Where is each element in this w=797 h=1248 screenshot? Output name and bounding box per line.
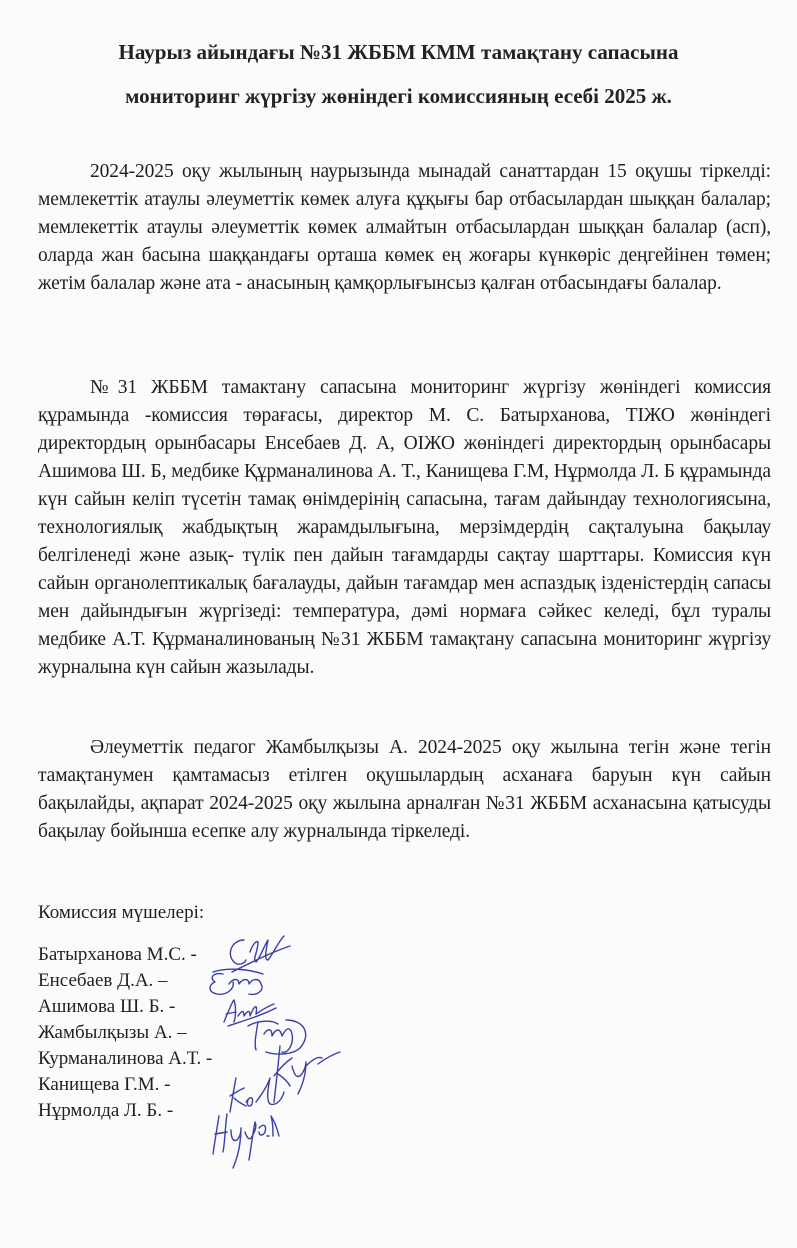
members-list [38, 942, 212, 1124]
signature-zhambylkyzy [238, 1014, 313, 1059]
paragraph-commission: №31 ЖББМ тамактану сапасына мониторинг жүргізу жөніндегі комиссия құрамында -комиссия төрағасы, директор М. С. Батырханова, ТІЖО жөніндегі директордың орынбасары Енсебаев Д. А, ОІЖО жөніндегі директордың орынбасары Ашимова Ш. Б, медбике Құрманалинова А. Т., Канищева Г.М, Нұрмолда Л. Б құрамында күн сайын келіп түсетін тамақ өнімдерінің сапасына, тағам дайындау технологиясына, технологиялық жабдықтың жарамдылығына, мерзімдердің сақталуына бақылау белгіленеді және азық- түлік пен дайын тағамдарды сақтау шарттары. Комиссия күн сайын органолептикалық бағалауды, дайын тағамдар мен аспаздық ізденістердің сапасы мен дайындығын жүргізеді: температура, дәмі нормаға сәйкес келеді, бұл туралы медбике А.Т. Құрманалинованың №31 ЖББМ тамақтану сапасына мониторинг жүргізу журналына күн сайын жазылады. [38, 377, 771, 678]
member-name: Ашимова Ш. Б. - [38, 996, 176, 1017]
member-name: Курманалинова А.Т. - [38, 1048, 213, 1069]
document-title [40, 30, 757, 118]
signature-nurmolda [205, 1108, 290, 1173]
signature-ashimova [218, 996, 278, 1028]
member-name: Канищева Г.М. - [38, 1074, 171, 1095]
member-name: Нұрмолда Л. Б. - [38, 1100, 174, 1121]
paragraph-social-pedagogue: Әлеуметтік педагог Жамбылқызы А. 2024-2025 оқу жылына тегін және тегін тамақтанумен қамтамасыз етілген оқушылардың асханаға баруын күн сайын бақылайды, ақпарат 2024-2025 оқу жылына арналған №31 ЖББМ асханасына қатысуды бақылау бойынша есепке алу журналында тіркеледі. [38, 737, 771, 842]
member-name: Жамбылқызы А. – [38, 1022, 187, 1043]
members-heading: Комиссия мүшелері: [38, 902, 205, 923]
signature-kurmanalinova [262, 1036, 342, 1106]
signature-kanishcheva [222, 1072, 292, 1117]
signature-batyrkhanova [222, 932, 292, 977]
member-name: Енсебаев Д.А. – [38, 970, 168, 991]
signature-ensebaev [205, 966, 275, 1001]
paragraph-students: 2024-2025 оқу жылының наурызында мынадай санаттардан 15 оқушы тіркелді: мемлекеттік атаулы әлеуметтік көмек алуға құқығы бар отбасылардан шыққан балалар; мемлекеттік атаулы әлеуметтік көмек алмайтын отбасылардан шыққан балалар (асп), оларда жан басына шаққандағы орташа көмек ең жоғары күнкөріс деңгейінен төмен; жетім балалар және ата - анасының қамқорлығынсыз қалған отбасындағы балалар. [38, 161, 771, 294]
title-line-2: мониторинг жүргізу жөніндегі комиссияның есебі 2025 ж. [125, 84, 672, 108]
member-name: Батырханова М.С. - [38, 944, 197, 965]
title-line-1: Наурыз айындағы №31 ЖББМ КММ тамақтану сапасына [118, 40, 679, 64]
